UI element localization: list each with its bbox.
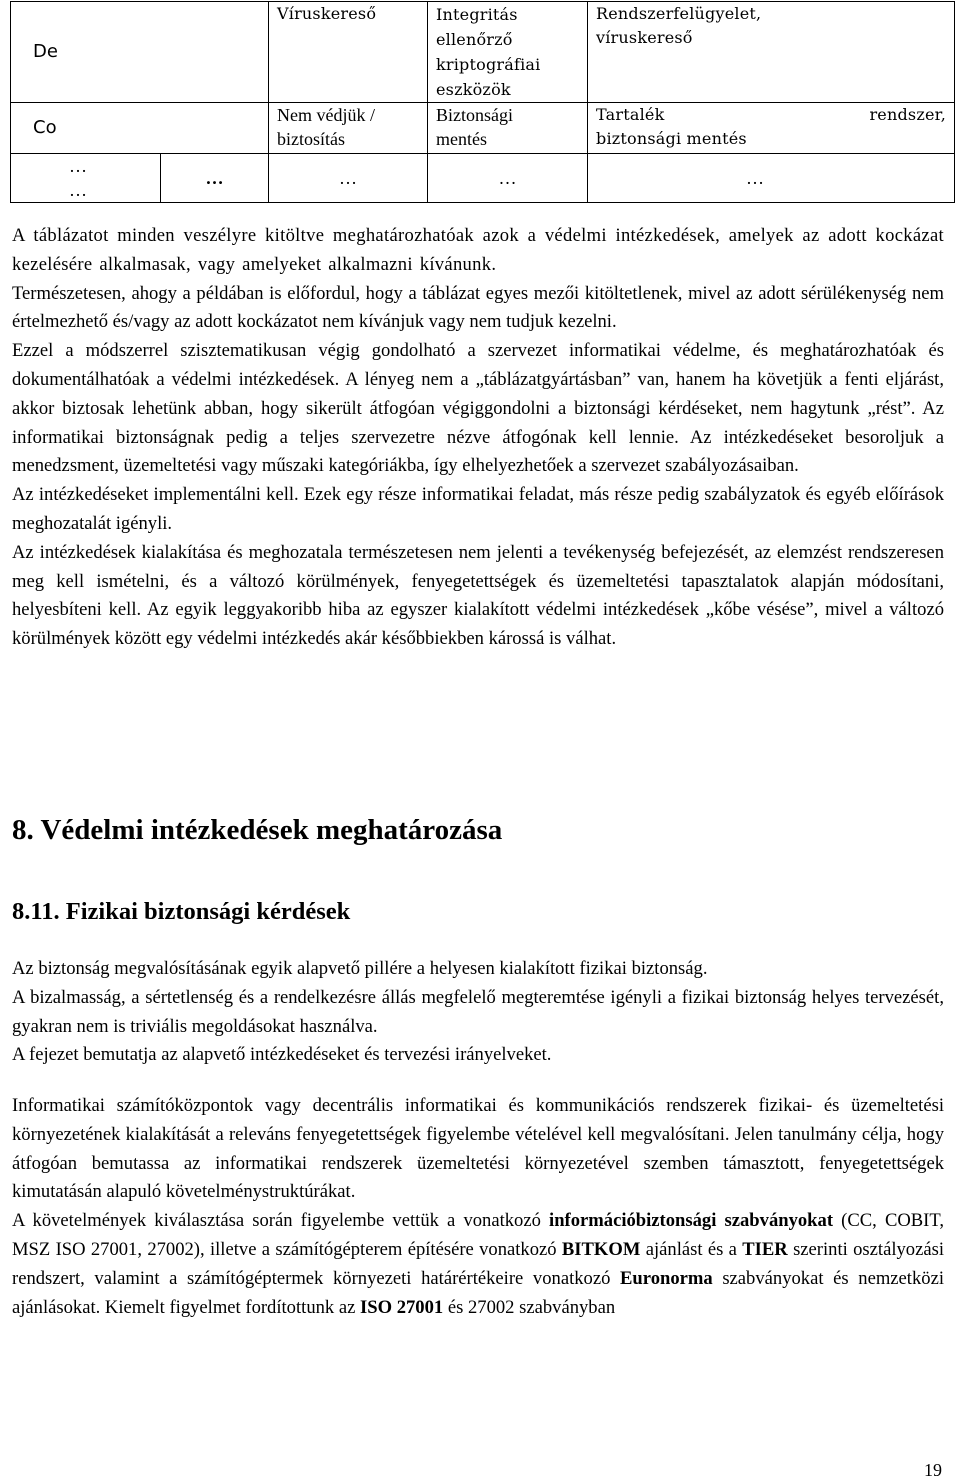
cell-rendszerfelugyelet: Rendszerfelügyelet, víruskereső	[588, 2, 955, 103]
page-number: 19	[924, 1460, 942, 1480]
body-text-b	[12, 1092, 944, 1322]
ellipsis-cell: …	[588, 154, 955, 203]
section-title: Védelmi intézkedések meghatározása	[40, 814, 503, 846]
paragraph: Az biztonság megvalósításának egyik alapvető pillére a helyesen kialakított fizikai biztonság.	[12, 958, 708, 979]
body-text-a	[12, 955, 944, 1070]
table-row	[11, 103, 955, 154]
ellipsis-cell: ……	[11, 154, 161, 203]
ellipsis-cell: …	[269, 154, 428, 203]
paragraph: A fejezet bemutatja az alapvető intézkedéseket és tervezési irányelveket.	[12, 1044, 552, 1066]
cell-tartalek-rendszer: Tartalék rendszer, biztonsági mentés	[588, 103, 955, 154]
paragraph: Természetesen, ahogy a példában is előfordul, hogy a táblázat egyes mezői kitöltetlenek, mivel az adott sérülékenység nem értelmezhető és/vagy az adott kockázatot nem kívánjuk vagy nem tudjuk kezelni.	[12, 282, 944, 333]
section-number: 8.	[12, 814, 34, 846]
paragraph: A követelmények kiválasztása során figyelembe vettük a vonatkozó információbiztonsági szabványokat (CC, COBIT, MSZ ISO 27001, 27002), illetve a számítógépterem építésére vonatkozó BITKOM ajánlást és a TIER szerinti osztályozási rendszert, valamint a számítógéptermek környezeti határértékeire vonatkozó Euronorma szabványokat és nemzetközi ajánlásokat. Kiemelt figyelmet fordítottunk az ISO 27001 és 27002 szabványban	[12, 1210, 944, 1318]
cell-biztonsagi-mentes: Biztonsági mentés	[428, 103, 588, 154]
paragraph: Informatikai számítóközpontok vagy decentrális informatikai és kommunikációs rendszerek fizikai- és üzemeltetési környezetének kialakítását a releváns fenyegetettségek figyelembe vételével kell megvalósítani. Jelen tanulmány célja, hogy átfogóan bemutassa az informatikai rendszerek üzemeltetési környezetével szemben támasztott, fenyegetettségek kimutatásán alapuló követelménystruktúrákat.	[12, 1095, 944, 1203]
row-label-co: Co	[11, 103, 269, 154]
paragraph: Ezzel a módszerrel szisztematikusan végig gondolható a szervezet informatikai védelme, és meghatározhatóak és dokumentálhatóak a védelmi intézkedések. A lényeg nem a „táblázatgyártásban” van, hanem ha követjük a fenti eljárást, akkor biztosak lehetünk abban, hogy sikerült átfogóan végiggondolni a biztonsági kérdéseket, nem hagytunk „rést”. Az informatikai biztonságnak pedig a teljes szervezetre nézve átfogónak kell lennie. Az intézkedéseket besoroljuk a menedzsment, üzemeltetési vagy műszaki kategóriákba, így elhelyezhetőek a szervezet szabályozásaiban.	[12, 340, 944, 477]
ellipsis-cell: …	[428, 154, 588, 203]
table-row	[11, 154, 955, 203]
table-row	[11, 2, 955, 103]
cell-integritas: Integritás ellenőrző kriptográfiai eszközök	[428, 2, 588, 103]
subsection-title: Fizikai biztonsági kérdések	[65, 898, 351, 925]
row-label-de: De	[11, 2, 269, 103]
paragraph: A táblázatot minden veszélyre kitöltve meghatározhatóak azok a védelmi intézkedések, amelyek az adott kockázat kezelésére alkalmasak, vagy amelyeket alkalmazni kívánunk.	[12, 225, 944, 275]
subsection-number: 8.11.	[12, 898, 60, 925]
intro-text	[12, 222, 944, 654]
subsection-heading	[12, 896, 350, 928]
paragraph: A bizalmasság, a sértetlenség és a rendelkezésre állás megfelelő megteremtése igényli a fizikai biztonság helyes tervezését, gyakran nem is triviális megoldásokat használva.	[12, 986, 944, 1037]
control-table	[10, 1, 955, 203]
cell-viruskereso: Víruskereső	[269, 2, 428, 103]
paragraph: Az intézkedések kialakítása és meghozatala természetesen nem jelenti a tevékenység befejezését, az elemzést rendszeresen meg kell ismételni, és a változó körülmények, fenyegetettségek és üzemeltetési tapasztalatok alapján módosítani, helyesbíteni kell. Az egyik leggyakoribb hiba az egyszer kialakított védelmi intézkedések „kőbe vésése”, mivel a változó körülmények között egy védelmi intézkedés akár későbbiekben károssá is válhat.	[12, 541, 944, 650]
ellipsis-cell: …	[161, 154, 269, 203]
paragraph: Az intézkedéseket implementálni kell. Ezek egy része informatikai feladat, más része pedig szabályzatok és egyéb előírások meghozatalát igényli.	[12, 484, 944, 534]
section-heading	[12, 812, 502, 848]
cell-nem-vedjuk: Nem védjük / biztosítás	[269, 103, 428, 154]
